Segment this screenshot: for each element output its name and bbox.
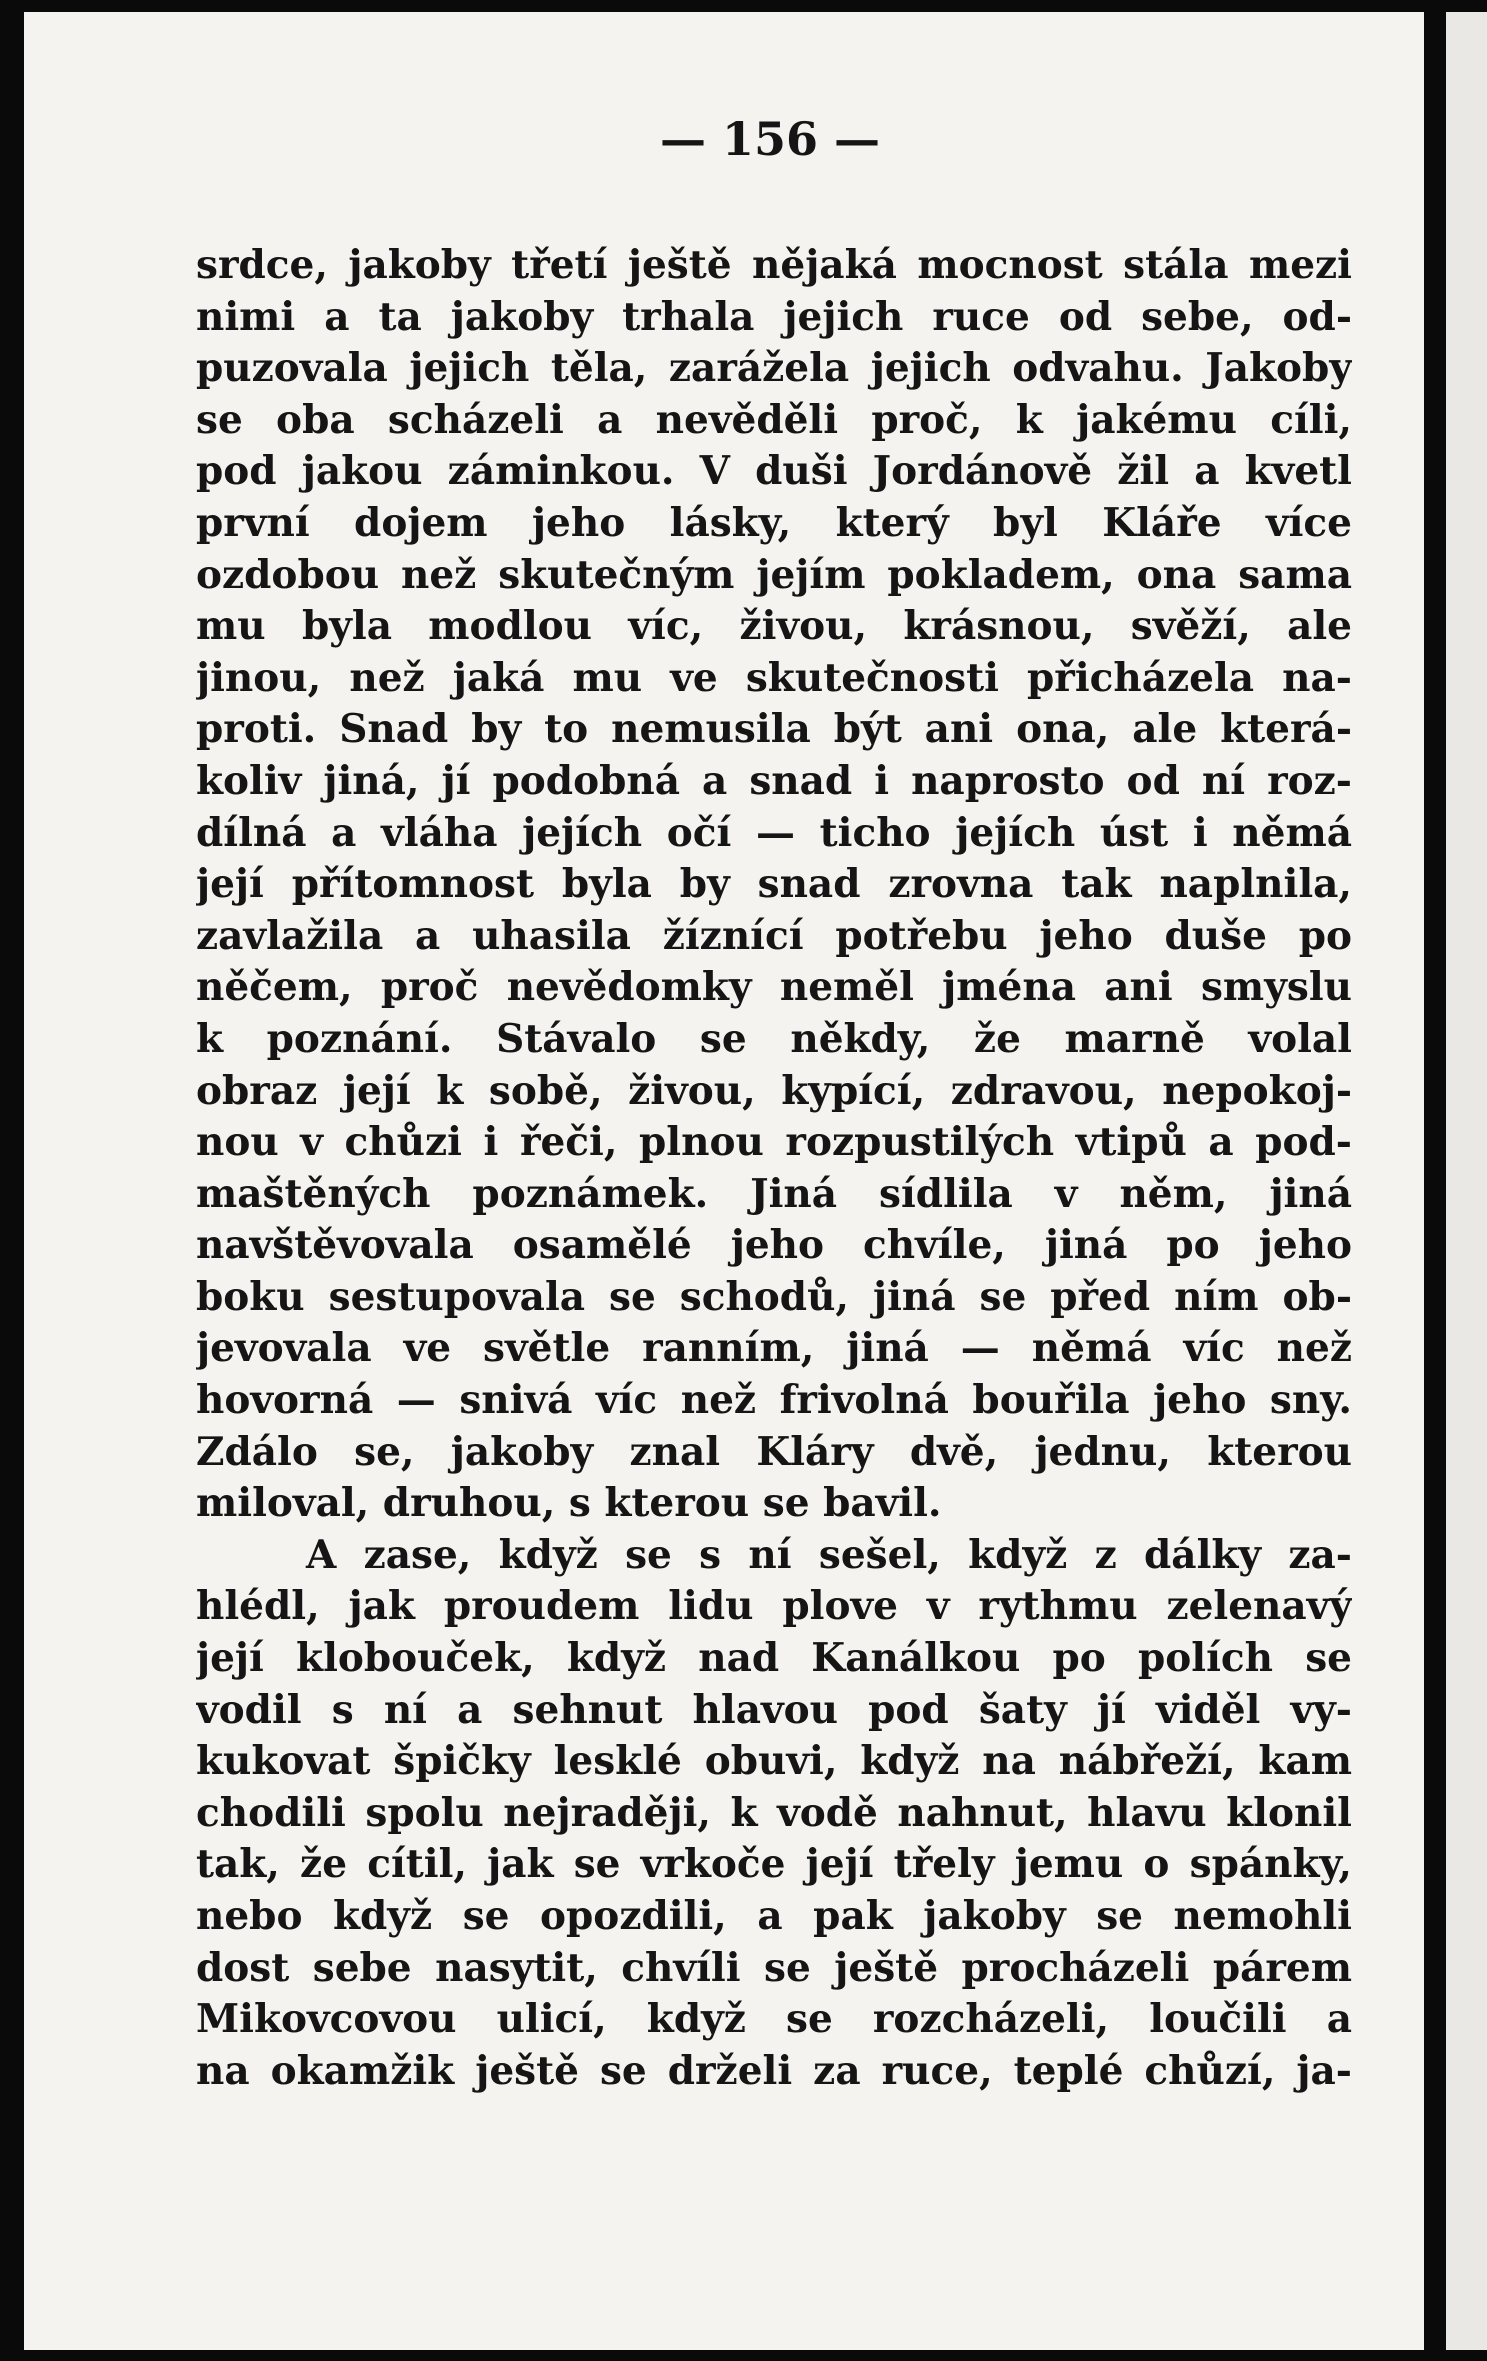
text-line: maštěných poznámek. Jiná sídlila v něm, jiná — [196, 1170, 1352, 1217]
text-line: zavlažila a uhasila žíznící potřebu jeho duše po — [196, 912, 1352, 959]
text-line: ozdobou než skutečným jejím pokladem, ona sama — [196, 551, 1352, 598]
text-line: vodil s ní a sehnut hlavou pod šaty jí viděl vy- — [196, 1686, 1352, 1733]
text-line: nou v chůzi i řeči, plnou rozpustilých vtipů a pod- — [196, 1119, 1352, 1166]
text-line: navštěvovala osamělé jeho chvíle, jiná po jeho — [196, 1222, 1352, 1269]
text-line: hovorná — snivá víc než frivolná bouřila jeho sny. — [196, 1377, 1352, 1424]
adjacent-page-edge — [1446, 12, 1487, 2350]
text-line: pod jakou záminkou. V duši Jordánově žil a kvetl — [196, 448, 1352, 495]
text-line: proti. Snad by to nemusila být ani ona, ale která- — [196, 706, 1352, 753]
text-line: koliv jiná, jí podobná a snad i naprosto od ní roz- — [196, 757, 1352, 804]
text-line: dílná a vláha jejích očí — ticho jejích úst i němá — [196, 809, 1352, 856]
text-line: puzovala jejich těla, zarážela jejich odvahu. Jakoby — [196, 345, 1352, 392]
text-line: jevovala ve světle ranním, jiná — němá víc než — [196, 1325, 1352, 1372]
text-line: její klobouček, když nad Kanálkou po polích se — [196, 1635, 1352, 1682]
page-number: — 156 — — [659, 112, 881, 166]
text-line: boku sestupovala se schodů, jiná se před ním ob- — [196, 1273, 1352, 1320]
text-line: chodili spolu nejraději, k vodě nahnut, hlavu klonil — [196, 1789, 1352, 1836]
paragraph-start-line: A zase, když se s ní sešel, když z dálky za- — [306, 1531, 1352, 1578]
text-line: se oba scházeli a nevěděli proč, k jakému cíli, — [196, 396, 1352, 443]
text-line: kukovat špičky lesklé obuvi, když na nábřeží, kam — [196, 1738, 1352, 1785]
text-line: dost sebe nasytit, chvíli se ještě procházeli párem — [196, 1944, 1352, 1991]
text-line: obraz její k sobě, živou, kypící, zdravou, nepokoj- — [196, 1067, 1352, 1114]
text-line: mu byla modlou víc, živou, krásnou, svěží, ale — [196, 603, 1352, 650]
text-line: první dojem jeho lásky, který byl Kláře více — [196, 499, 1352, 546]
text-line: Zdálo se, jakoby znal Kláry dvě, jednu, kterou — [196, 1428, 1352, 1475]
text-line: nebo když se opozdili, a pak jakoby se nemohli — [196, 1893, 1352, 1939]
text-line: její přítomnost byla by snad zrovna tak naplnila, — [196, 861, 1352, 908]
text-line: na okamžik ještě se drželi za ruce, teplé chůzí, ja- — [196, 2047, 1352, 2094]
paragraph-end-line: miloval, druhou, s kterou se bavil. — [196, 1480, 942, 1527]
text-line: nimi a ta jakoby trhala jejich ruce od sebe, od- — [196, 293, 1352, 340]
body-text — [196, 240, 1352, 2097]
text-line: hlédl, jak proudem lidu plove v rythmu zelenavý — [196, 1583, 1352, 1630]
text-line: srdce, jakoby třetí ještě nějaká mocnost stála mezi — [196, 242, 1352, 288]
text-line: Mikovcovou ulicí, když se rozcházeli, loučili a — [196, 1996, 1352, 2043]
text-line: tak, že cítil, jak se vrkoče její třely jemu o spánky, — [196, 1841, 1352, 1888]
text-line: jinou, než jaká mu ve skutečnosti přicházela na- — [196, 654, 1352, 701]
text-line: něčem, proč nevědomky neměl jména ani smyslu — [196, 964, 1352, 1011]
text-line: k poznání. Stávalo se někdy, že marně volal — [196, 1015, 1352, 1062]
